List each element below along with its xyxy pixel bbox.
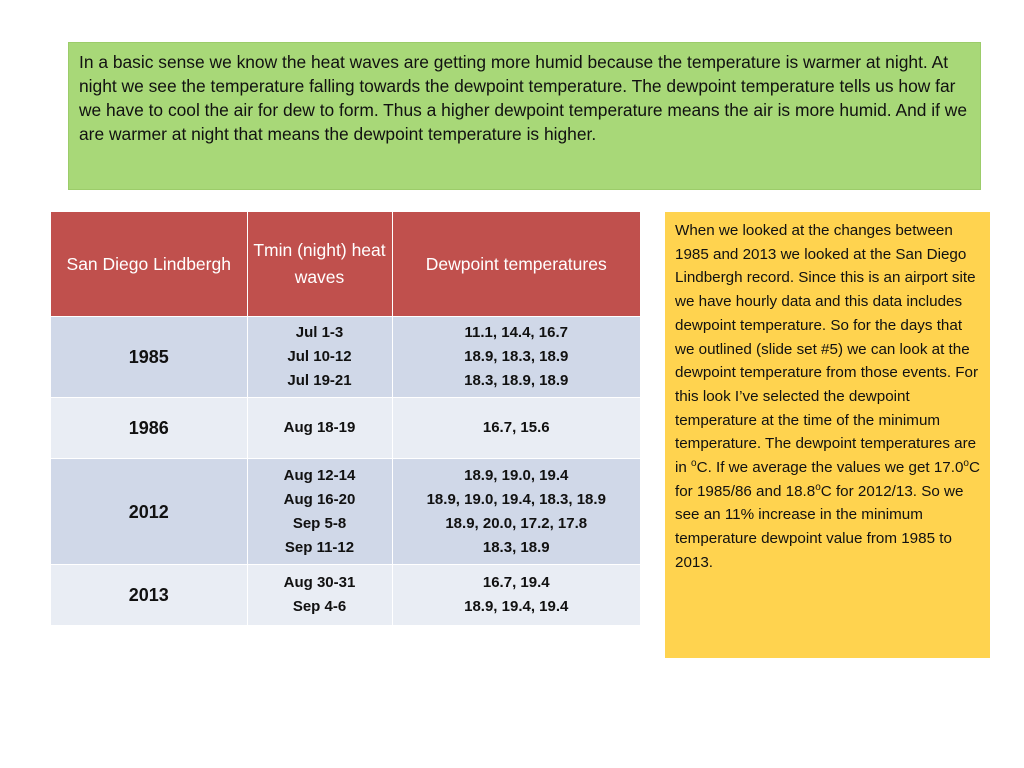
note-text-part-1: When we looked at the changes between 1985 and 2013 we looked at the San Diego Lindbergh record. Since this is an airport site we have hourly data and this data includes dewpoint temperature. So for the days that we outlined (slide set #5) we can look at the dewpoint temperature from those events. For this look I’ve selected the dewpoint temperature at the time of the minimum temperature. The dewpoint temperatures are in	[675, 222, 979, 477]
header-station: San Diego Lindbergh	[51, 212, 247, 317]
dewpoints-cell: 18.9, 19.0, 19.4 18.9, 19.0, 19.4, 18.3, 18.9 18.9, 20.0, 17.2, 17.8 18.3, 18.9	[392, 459, 640, 565]
table-row-1986	[51, 398, 640, 459]
intro-text: In a basic sense we know the heat waves are getting more humid because the temperature is warmer at night. At night we see the temperature falling towards the dewpoint temperature. The dewpoint temperature tells us how far we have to cool the air for dew to form. Thus a higher dewpoint temperature means the air is more humid. And if we are warmer at night that means the dewpoint temperature is higher.	[79, 52, 968, 144]
table-row-2012	[51, 459, 640, 565]
note-text-part-4: C for 2012/13. So we see an 11% increase in the minimum temperature dewpoint value from 1985 to 2013.	[675, 482, 964, 571]
table-row-1985	[51, 317, 640, 398]
dewpoint-table	[51, 212, 640, 625]
year-cell: 2012	[51, 459, 247, 565]
dewpoints-cell: 11.1, 14.4, 16.7 18.9, 18.3, 18.9 18.3, 18.9, 18.9	[392, 317, 640, 398]
year-cell: 1986	[51, 398, 247, 459]
dewpoints-cell: 16.7, 15.6	[392, 398, 640, 459]
heat-waves-cell: Aug 12-14 Aug 16-20 Sep 5-8 Sep 11-12	[247, 459, 392, 565]
header-dewpoints: Dewpoint temperatures	[392, 212, 640, 317]
note-text-part-3: C for 1985/86 and 18.8	[675, 459, 980, 500]
year-cell: 2013	[51, 565, 247, 625]
heat-waves-cell: Jul 1-3 Jul 10-12 Jul 19-21	[247, 317, 392, 398]
intro-text-box	[68, 42, 981, 190]
degree-superscript: o	[963, 458, 969, 470]
header-heat-waves: Tmin (night) heat waves	[247, 212, 392, 317]
heat-waves-cell: Aug 30-31 Sep 4-6	[247, 565, 392, 625]
degree-superscript: o	[815, 481, 821, 493]
explanation-note-box	[665, 212, 990, 658]
table-header-row	[51, 212, 640, 317]
dewpoints-cell: 16.7, 19.4 18.9, 19.4, 19.4	[392, 565, 640, 625]
note-text-part-2: C. If we average the values we get 17.0	[696, 459, 964, 477]
year-cell: 1985	[51, 317, 247, 398]
heat-waves-cell: Aug 18-19	[247, 398, 392, 459]
table-row-2013	[51, 565, 640, 625]
degree-superscript: o	[691, 458, 697, 470]
